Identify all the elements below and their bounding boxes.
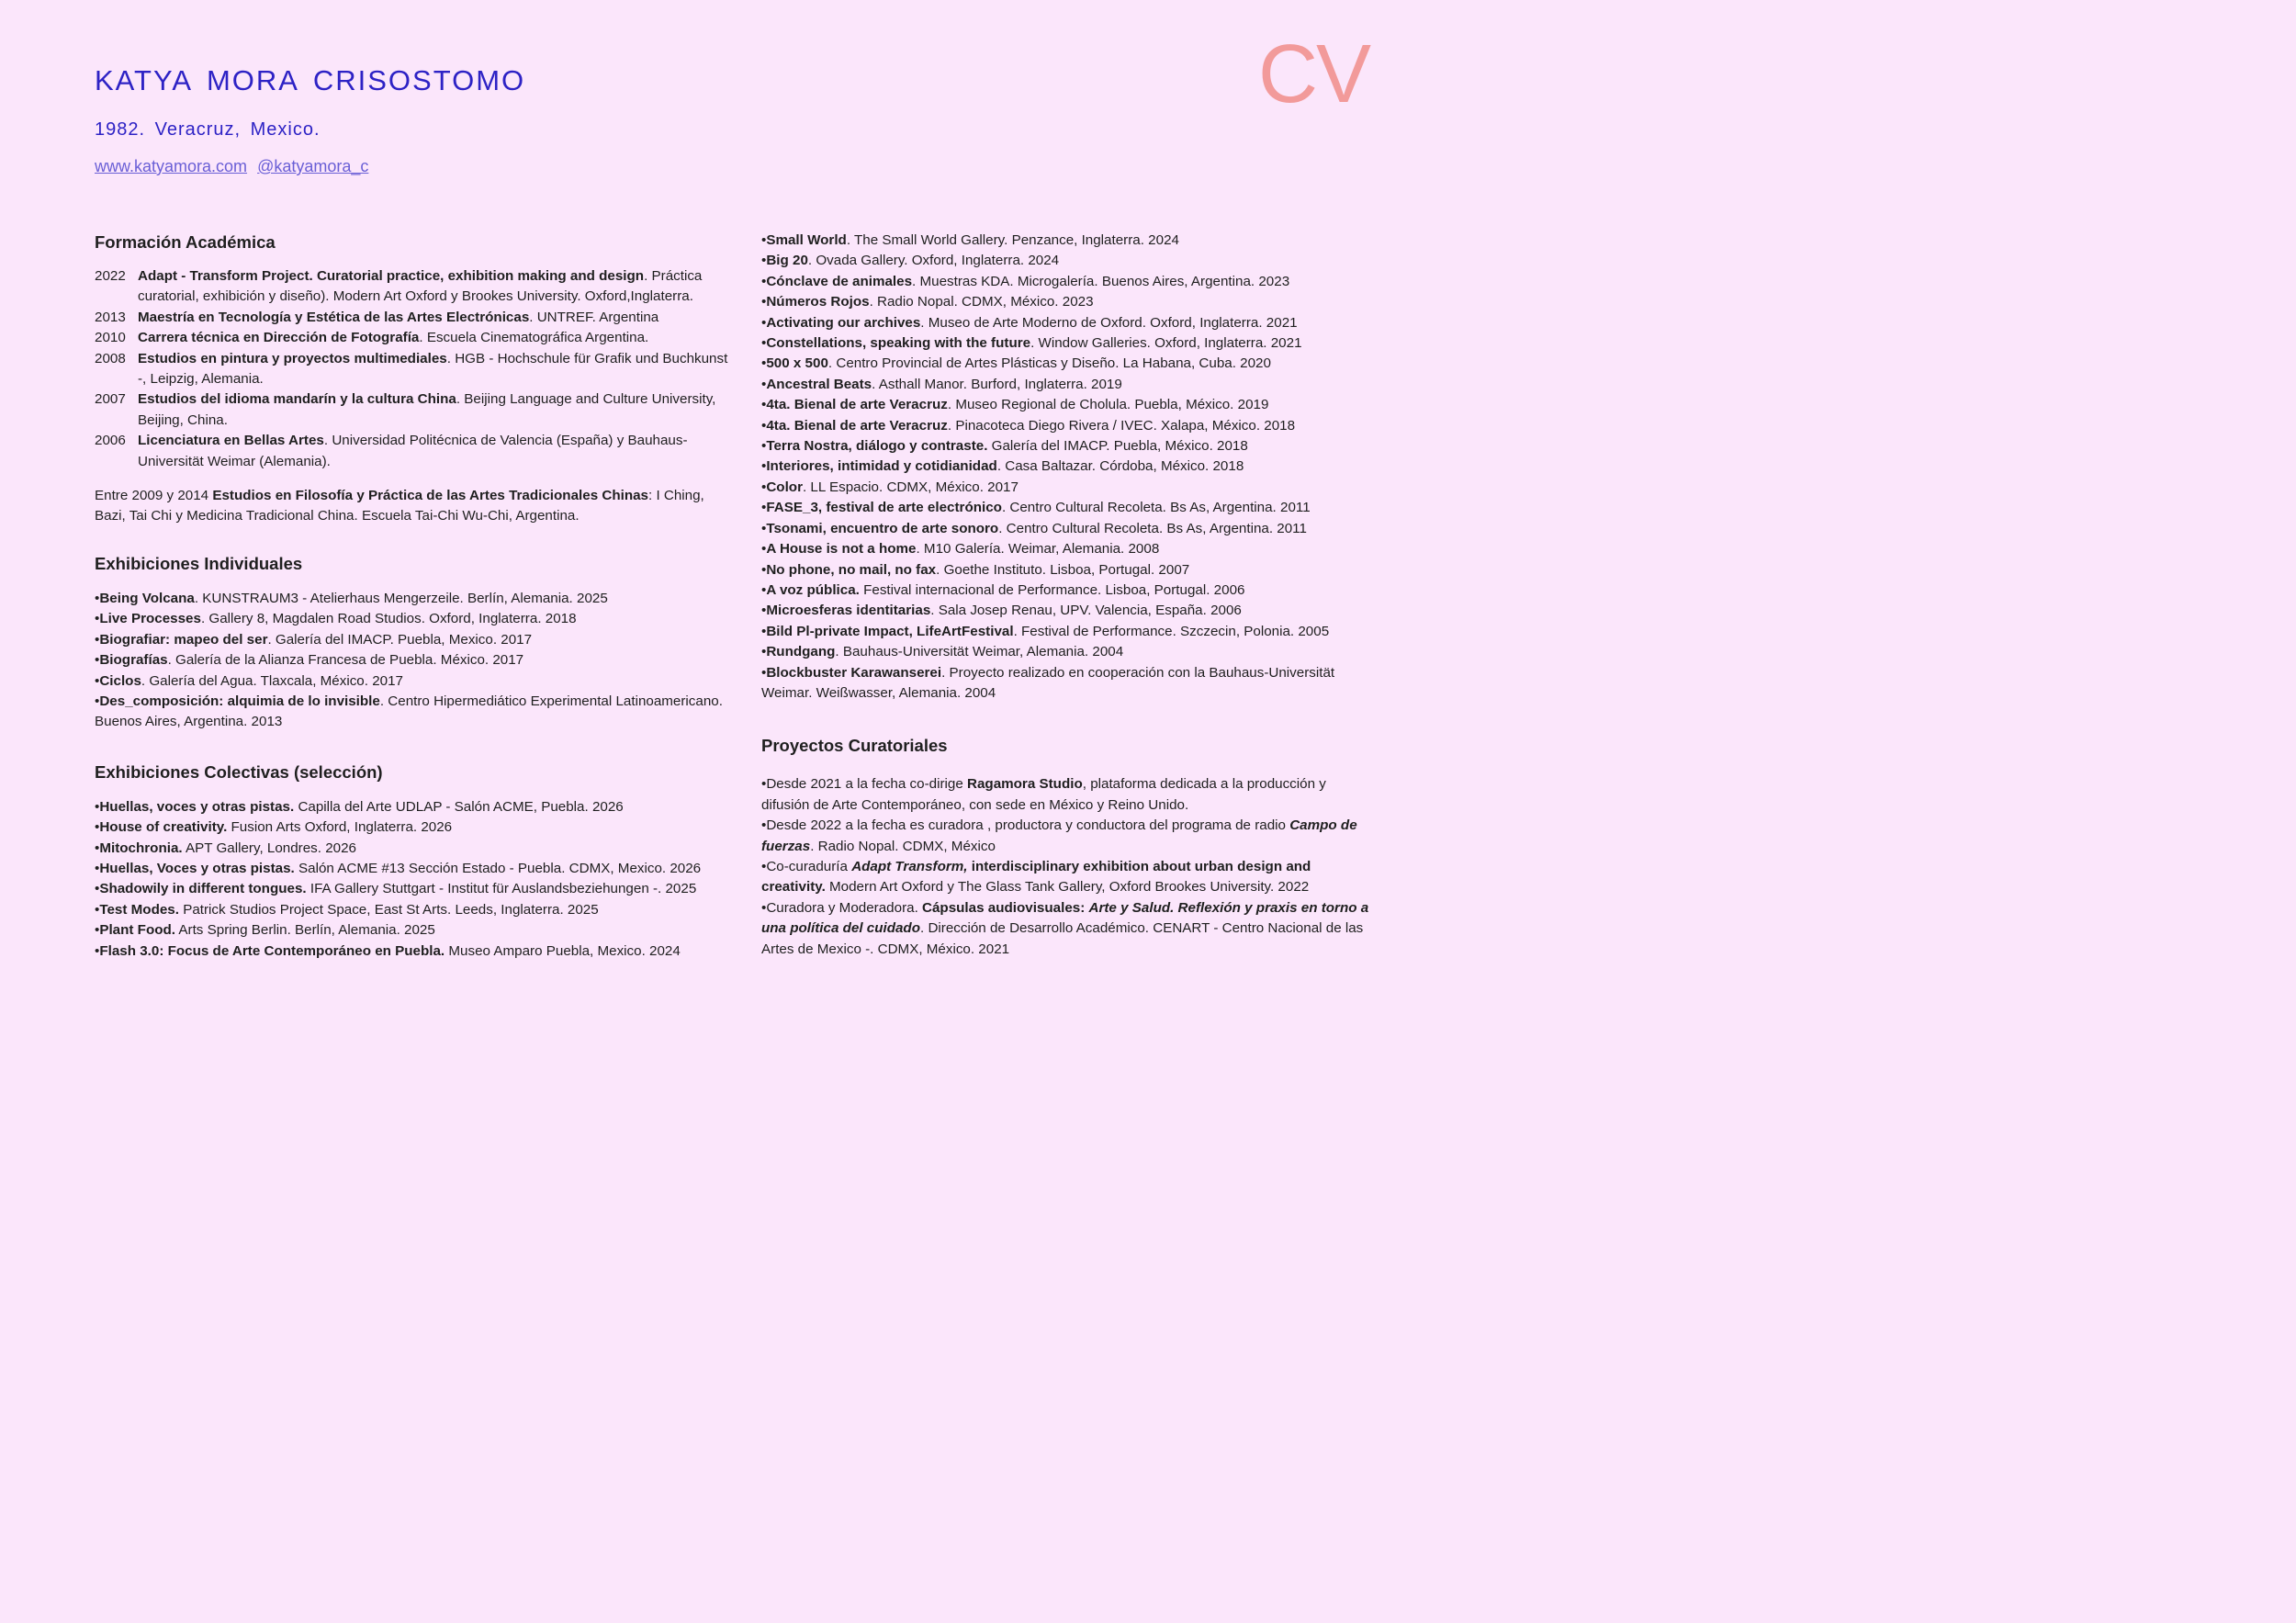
education-detail: . HGB - Hochschule für Grafik und Buchkunst -, Leipzig, Alemania. [138, 350, 728, 388]
exhibition-title: Biografiar: mapeo del ser [99, 631, 268, 648]
exhibition-item [95, 859, 737, 879]
education-list [95, 266, 737, 472]
exhibition-title: House of creativity. [99, 819, 228, 836]
exhibition-item [761, 478, 1377, 498]
exhibition-detail: . M10 Galería. Weimar, Alemania. 2008 [916, 541, 1160, 558]
birth-info: 1982. Veracruz, Mexico. [95, 119, 321, 140]
curatorial-item [761, 816, 1377, 857]
exhibition-item [761, 313, 1377, 333]
exhibition-title: Small World [766, 232, 847, 248]
exhibition-item [761, 622, 1377, 642]
exhibition-item [95, 941, 737, 962]
cur4-pre: Curadora y Moderadora. [766, 899, 923, 916]
education-row [95, 431, 737, 472]
education-text [138, 308, 737, 328]
exhibition-detail: . Centro Provincial de Artes Plásticas y Diseño. La Habana, Cuba. 2020 [827, 355, 1271, 372]
exhibition-item [761, 416, 1377, 436]
exhibition-detail: . Goethe Instituto. Lisboa, Portugal. 2007 [936, 561, 1190, 578]
exhibition-title: Cónclave de animales [766, 273, 913, 289]
exhibition-title: Live Processes [99, 611, 201, 627]
exhibition-title: Microesferas identitarias [766, 603, 931, 619]
exhibition-item [95, 671, 737, 692]
exhibition-detail: Salón ACME #13 Sección Estado - Puebla. CDMX, Mexico. 2026 [294, 860, 702, 876]
exhibition-item [761, 354, 1377, 374]
cur3-bolditalic: Adapt Transform, [851, 858, 968, 874]
exhibition-item [95, 589, 737, 609]
curatorial-list [761, 774, 1377, 960]
exhibition-item [761, 539, 1377, 559]
exhibition-title: Biografías [99, 652, 168, 669]
exhibition-title: No phone, no mail, no fax [766, 561, 937, 578]
exhibition-detail: . Museo Regional de Cholula. Puebla, México. 2019 [947, 397, 1269, 413]
left-column [95, 231, 737, 962]
exhibition-title: Números Rojos [766, 294, 870, 310]
cur4-bold: Cápsulas audiovisuales: [922, 899, 1089, 916]
exhibition-title: Test Modes. [99, 901, 179, 918]
curatorial-item [761, 898, 1377, 960]
exhibition-item [761, 251, 1377, 271]
exhibition-item [95, 630, 737, 650]
exhibition-detail: . Muestras KDA. Microgalería. Buenos Aires, Argentina. 2023 [912, 273, 1290, 289]
exhibition-item [95, 692, 737, 733]
exhibition-title: Plant Food. [99, 922, 176, 939]
exhibition-item [761, 580, 1377, 601]
artist-name: KATYA MORA CRISOSTOMO [95, 64, 526, 96]
exhibition-item [95, 817, 737, 838]
group-title: Exhibiciones Colectivas (selección) [95, 761, 383, 782]
education-detail: . Universidad Politécnica de Valencia (España) y Bauhaus-Universität Weimar (Alemania). [138, 433, 688, 469]
exhibition-detail: . Centro Hipermediático Experimental Latinoamericano. Buenos Aires, Argentina. 2013 [95, 693, 723, 730]
extra-rest: : I Ching, Bazi, Tai Chi y Medicina Tradicional China. Escuela Tai-Chi Wu-Chi, Argentina. [95, 488, 704, 524]
exhibition-title: FASE_3, festival de arte electrónico [766, 500, 1002, 516]
exhibition-detail: . Bauhaus-Universität Weimar, Alemania. 2004 [835, 644, 1124, 660]
exhibition-detail: Museo Amparo Puebla, Mexico. 2024 [445, 942, 681, 959]
exhibition-detail: . Proyecto realizado en cooperación con la Bauhaus-Universität Weimar. Weißwasser, Alemania. 2004 [761, 664, 1335, 701]
website-link[interactable]: www.katyamora.com [95, 157, 248, 175]
exhibition-detail: . Galería del Agua. Tlaxcala, México. 2017 [141, 672, 403, 689]
cur3-bold: interdisciplinary exhibition about urban design and creativity. [761, 858, 1311, 896]
exhibition-item [95, 797, 737, 817]
exhibition-detail: . LL Espacio. CDMX, México. 2017 [802, 479, 1019, 495]
exhibition-item [95, 650, 737, 671]
exhibition-detail: . Galería del IMACP. Puebla, Mexico. 2017 [267, 631, 533, 648]
education-year: 2006 [95, 433, 126, 449]
education-text [138, 431, 737, 472]
education-text [138, 349, 737, 390]
exhibition-title: Interiores, intimidad y cotidianidad [766, 458, 997, 475]
education-year: 2010 [95, 330, 126, 346]
exhibition-item [761, 436, 1377, 456]
exhibition-detail: . Window Galleries. Oxford, Inglaterra. 2021 [1030, 335, 1302, 352]
education-degree: Maestría en Tecnología y Estética de las Artes Electrónicas [138, 309, 530, 325]
exhibition-title: Ciclos [99, 672, 141, 689]
education-extra [95, 486, 737, 527]
exhibition-item [761, 375, 1377, 395]
education-text [138, 266, 737, 308]
exhibition-item [761, 456, 1377, 477]
exhibition-item [761, 519, 1377, 539]
exhibition-title: Terra Nostra, diálogo y contraste. [766, 438, 988, 455]
cur1-pre: Desde 2021 a la fecha co-dirige [766, 776, 967, 793]
education-row [95, 266, 737, 308]
exhibition-item [761, 663, 1377, 704]
exhibition-detail: Festival internacional de Performance. Lisboa, Portugal. 2006 [859, 581, 1245, 598]
exhibition-detail: . Radio Nopal. CDMX, México. 2023 [869, 294, 1094, 310]
exhibition-title: Blockbuster Karawanserei [766, 664, 942, 681]
cv-mark: CV [1258, 28, 1370, 120]
exhibition-item [95, 900, 737, 920]
exhibition-item [761, 560, 1377, 580]
exhibition-title: Color [766, 479, 803, 495]
right-column [761, 231, 1377, 960]
exhibition-detail: . Casa Baltazar. Córdoba, México. 2018 [996, 458, 1244, 475]
exhibition-detail: . Gallery 8, Magdalen Road Studios. Oxford, Inglaterra. 2018 [200, 611, 577, 627]
cur4-rest: . Dirección de Desarrollo Académico. CENART - Centro Nacional de las Artes de Mexico -. CDMX, México. 2021 [761, 920, 1364, 957]
exhibition-detail: Capilla del Arte UDLAP - Salón ACME, Puebla. 2026 [294, 798, 624, 815]
exhibition-title: Constellations, speaking with the future [766, 335, 1031, 352]
exhibition-title: Big 20 [766, 253, 808, 269]
education-degree: Adapt - Transform Project. Curatorial practice, exhibition making and design [138, 268, 645, 284]
solo-title: Exhibiciones Individuales [95, 553, 303, 573]
group-list-right [761, 231, 1377, 704]
education-row [95, 328, 737, 348]
exhibition-title: Huellas, voces y otras pistas. [99, 798, 295, 815]
cur2-rest: . Radio Nopal. CDMX, México [810, 838, 996, 854]
contact-links [95, 157, 374, 176]
exhibition-item [761, 231, 1377, 251]
cur3-pre: Co-curaduría [766, 858, 852, 874]
exhibition-item [95, 879, 737, 899]
exhibition-detail: IFA Gallery Stuttgart - Institut für Auslandsbeziehungen -. 2025 [306, 881, 697, 897]
cur2-bold: Campo de fuerzas [761, 817, 1357, 854]
exhibition-title: Activating our archives [766, 314, 921, 331]
exhibition-title: Shadowily in different tongues. [99, 881, 307, 897]
exhibition-detail: . Pinacoteca Diego Rivera / IVEC. Xalapa, México. 2018 [947, 417, 1296, 434]
education-detail: . Beijing Language and Culture University, Beijing, China. [138, 391, 716, 428]
exhibition-detail: . Centro Cultural Recoleta. Bs As, Argentina. 2011 [998, 520, 1307, 536]
exhibition-title: Rundgang [766, 644, 836, 660]
education-degree: Carrera técnica en Dirección de Fotografía [138, 330, 420, 346]
exhibition-item [95, 920, 737, 941]
exhibition-detail: Arts Spring Berlin. Berlín, Alemania. 2025 [175, 922, 435, 939]
education-degree: Estudios del idioma mandarín y la cultura China [138, 391, 456, 408]
exhibition-detail: . The Small World Gallery. Penzance, Inglaterra. 2024 [846, 232, 1179, 248]
solo-list [95, 589, 737, 733]
education-row [95, 389, 737, 431]
exhibition-title: Ancestral Beats [766, 376, 872, 392]
exhibition-title: Des_composición: alquimia de lo invisible [99, 693, 380, 709]
exhibition-item [761, 333, 1377, 354]
education-text [138, 328, 737, 348]
exhibition-item [761, 292, 1377, 312]
cur2-pre: Desde 2022 a la fecha es curadora , productora y conductora del programa de radio [766, 817, 1290, 834]
exhibition-detail: . Ovada Gallery. Oxford, Inglaterra. 2024 [807, 253, 1060, 269]
education-degree: Licenciatura en Bellas Artes [138, 433, 324, 449]
exhibition-item [761, 272, 1377, 292]
education-year: 2013 [95, 309, 126, 325]
exhibition-item [95, 609, 737, 629]
exhibition-title: 4ta. Bienal de arte Veracruz [766, 417, 948, 434]
exhibition-detail: . Centro Cultural Recoleta. Bs As, Argentina. 2011 [1001, 500, 1311, 516]
education-row [95, 308, 737, 328]
education-year: 2022 [95, 268, 126, 284]
education-detail: . Práctica curatorial, exhibición y diseño). Modern Art Oxford y Brookes University. Oxford,Inglaterra. [138, 268, 703, 305]
cur4-bolditalic: Arte y Salud. Reflexión y praxis en torno a una política del cuidado [761, 899, 1369, 937]
group-list-left [95, 797, 737, 962]
exhibition-detail: Patrick Studios Project Space, East St Arts. Leeds, Inglaterra. 2025 [178, 901, 599, 918]
exhibition-item [95, 839, 737, 859]
curatorial-item [761, 857, 1377, 898]
exhibition-title: Flash 3.0: Focus de Arte Contemporáneo en Puebla. [99, 942, 445, 959]
extra-bold: Estudios en Filosofía y Práctica de las Artes Tradicionales Chinas [212, 488, 648, 504]
exhibition-item [761, 642, 1377, 662]
curatorial-item [761, 774, 1377, 816]
exhibition-title: Tsonami, encuentro de arte sonoro [766, 520, 999, 536]
exhibition-title: Bild Pl-private Impact, LifeArtFestival [766, 623, 1014, 639]
extra-prefix: Entre 2009 y 2014 [95, 488, 213, 504]
exhibition-title: Mitochronia. [99, 840, 183, 856]
cur1-bold: Ragamora Studio [967, 776, 1083, 793]
curatorial-title: Proyectos Curatoriales [761, 736, 948, 756]
exhibition-detail: Galería del IMACP. Puebla, México. 2018 [987, 438, 1248, 455]
exhibition-detail: . Sala Josep Renau, UPV. Valencia, España. 2006 [930, 603, 1242, 619]
exhibition-item [761, 395, 1377, 415]
education-row [95, 349, 737, 390]
education-text [138, 389, 737, 431]
exhibition-item [761, 498, 1377, 518]
education-detail: . UNTREF. Argentina [529, 309, 659, 325]
education-title: Formación Académica [95, 232, 276, 252]
cur3-rest: Modern Art Oxford y The Glass Tank Gallery, Oxford Brookes University. 2022 [825, 879, 1310, 896]
exhibition-detail: . Galería de la Alianza Francesa de Puebla. México. 2017 [167, 652, 524, 669]
education-detail: . Escuela Cinematográfica Argentina. [419, 330, 649, 346]
exhibition-title: 4ta. Bienal de arte Veracruz [766, 397, 948, 413]
exhibition-detail: . Festival de Performance. Szczecin, Polonia. 2005 [1013, 623, 1330, 639]
exhibition-detail: Fusion Arts Oxford, Inglaterra. 2026 [227, 819, 453, 836]
exhibition-item [761, 601, 1377, 621]
exhibition-title: A voz pública. [766, 581, 860, 598]
exhibition-detail: . Museo de Arte Moderno de Oxford. Oxford, Inglaterra. 2021 [920, 314, 1298, 331]
exhibition-detail: APT Gallery, Londres. 2026 [182, 840, 356, 856]
exhibition-title: A House is not a home [766, 541, 917, 558]
exhibition-detail: . Asthall Manor. Burford, Inglaterra. 2019 [872, 376, 1122, 392]
exhibition-title: Being Volcana [99, 590, 195, 606]
education-degree: Estudios en pintura y proyectos multimediales [138, 350, 447, 366]
cur1-rest: , plataforma dedicada a la producción y difusión de Arte Contemporáneo, con sede en México y Reino Unido. [761, 776, 1326, 813]
exhibition-title: 500 x 500 [766, 355, 828, 372]
exhibition-title: Huellas, Voces y otras pistas. [99, 860, 295, 876]
exhibition-detail: . KUNSTRAUM3 - Atelierhaus Mengerzeile. Berlín, Alemania. 2025 [194, 590, 608, 606]
education-year: 2007 [95, 391, 126, 408]
instagram-link[interactable]: @katyamora_c [257, 157, 369, 175]
education-year: 2008 [95, 350, 126, 366]
